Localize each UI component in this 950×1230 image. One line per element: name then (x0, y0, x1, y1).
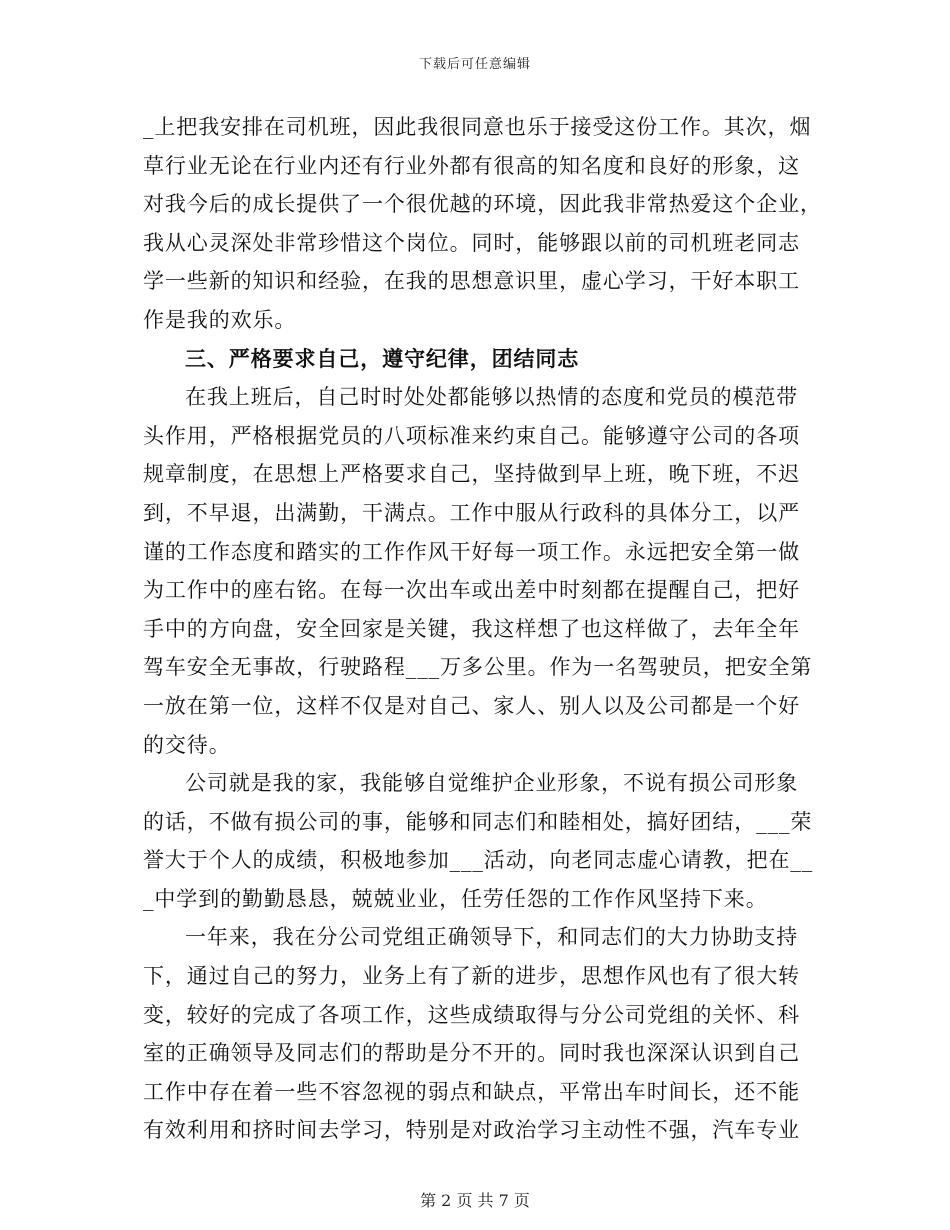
text-line: 我从心灵深处非常珍惜这个岗位。同时，能够跟以前的司机班老同志 (143, 230, 800, 255)
text-line: _中学到的勤勤恳恳，兢兢业业，任劳任怨的工作作风坚持下来。 (143, 886, 768, 911)
page-footer: 第 2 页 共 7 页 (420, 1191, 530, 1210)
text-line: 的话，不做有损公司的事，能够和同志们和睦相处，搞好团结，___荣 (143, 809, 813, 834)
text-line: 变，较好的完成了各项工作，这些成绩取得与分公司党组的关怀、科 (143, 1002, 800, 1027)
text-line: 头作用，严格根据党员的八项标准来约束自己。能够遵守公司的各项 (143, 423, 800, 448)
text-line: 工作中存在着一些不容忽视的弱点和缺点，平常出车时间长，还不能 (143, 1079, 800, 1104)
text-line: 学一些新的知识和经验，在我的思想意识里，虚心学习，干好本职工 (143, 269, 800, 294)
paragraph-first-line: 在我上班后，自己时时处处都能够以热情的态度和党员的模范带 (185, 385, 799, 410)
text-line: 一放在第一位，这样不仅是对自己、家人、别人以及公司都是一个好 (143, 693, 800, 718)
text-line: 下，通过自己的努力，业务上有了新的进步，思想作风也有了很大转 (143, 964, 800, 989)
text-line: 有效利用和挤时间去学习，特别是对政治学习主动性不强，汽车专业 (143, 1118, 800, 1143)
text-line: _上把我安排在司机班，因此我很同意也乐于接受这份工作。其次，烟 (143, 115, 812, 139)
section-heading: 三、严格要求自己，遵守纪律，团结同志 (185, 346, 580, 371)
text-line: 为工作中的座右铭。在每一次出车或出差中时刻都在提醒自己，把好 (143, 578, 800, 603)
text-line: 到，不早退，出满勤，干满点。工作中服从行政科的具体分工，以严 (143, 500, 800, 525)
paragraph-first-line: 公司就是我的家，我能够自觉维护企业形象，不说有损公司形象 (185, 771, 799, 796)
text-line: 室的正确领导及同志们的帮助是分不开的。同时我也深深认识到自己 (143, 1041, 800, 1066)
text-line: 作是我的欢乐。 (143, 307, 297, 332)
text-line: 对我今后的成长提供了一个很优越的环境，因此我非常热爱这个企业， (143, 192, 822, 217)
text-line: 驾车安全无事故，行驶路程___万多公里。作为一名驾驶员，把安全第 (143, 655, 813, 680)
page-header: 下载后可任意编辑 (418, 57, 531, 72)
text-line: 规章制度，在思想上严格要求自己，坚持做到早上班，晚下班，不迟 (143, 462, 800, 487)
text-line: 谨的工作态度和踏实的工作作风干好每一项工作。永远把安全第一做 (143, 539, 800, 564)
text-line: 誉大于个人的成绩，积极地参加___活动，向老同志虚心请教，把在__ (143, 848, 814, 873)
text-line: 草行业无论在行业内还有行业外都有很高的知名度和良好的形象，这 (143, 153, 800, 178)
document-body (143, 108, 822, 1150)
text-line: 的交待。 (143, 732, 231, 757)
text-line: 手中的方向盘，安全回家是关键，我这样想了也这样做了，去年全年 (143, 616, 800, 641)
paragraph-first-line: 一年来，我在分公司党组正确领导下，和同志们的大力协助支持 (185, 925, 799, 950)
